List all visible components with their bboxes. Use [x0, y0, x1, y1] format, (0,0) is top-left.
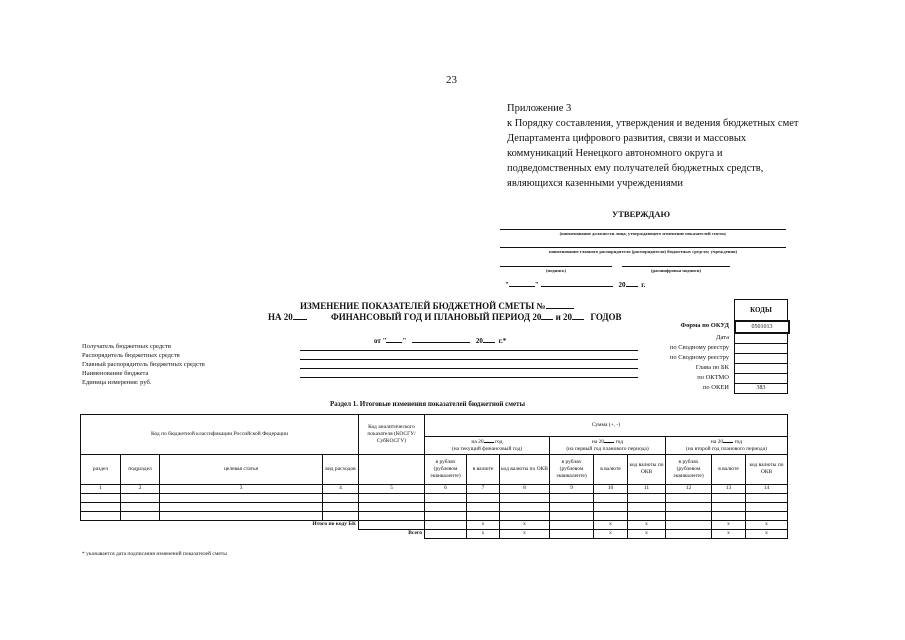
column-number: 10 [594, 484, 628, 493]
column-number: 7 [467, 484, 500, 493]
column-number: 3 [160, 484, 323, 493]
total-bk-row [81, 520, 788, 529]
label-recipient: Получатель бюджетных средств [82, 343, 171, 350]
label-date: Дата [716, 334, 729, 341]
section-title: Раздел 1. Итоговые изменения показателей бюджетной сметы [330, 400, 526, 408]
col-vid: вид расходов [323, 454, 359, 484]
document-subtitle: НА 20 ФИНАНСОВЫЙ ГОД И ПЛАНОВЫЙ ПЕРИОД 20 и 20 ГОДОВ [268, 312, 622, 322]
label-svod-1: по Сводному реестру [669, 344, 729, 351]
distributor-field[interactable] [300, 359, 638, 360]
label-svod-2: по Сводному реестру [669, 354, 729, 361]
document-title: ИЗМЕНЕНИЕ ПОКАЗАТЕЛЕЙ БЮДЖЕТНОЙ СМЕТЫ № [300, 300, 574, 311]
label-budget-name: Наименование бюджета [82, 370, 149, 377]
from-date: от " " 20 г.* [374, 334, 506, 345]
period-1-year: на 20 год [425, 437, 550, 447]
col-okv-3: код валюты по ОКВ [746, 454, 788, 484]
table-row[interactable] [81, 493, 788, 502]
label-okei: по ОКЕИ [702, 384, 729, 391]
column-number: 2 [121, 484, 160, 493]
appendix-title: Приложение 3 [507, 103, 572, 114]
column-number: 5 [359, 484, 425, 493]
period-3-year: на 20 год [666, 437, 788, 447]
recipient-field[interactable] [300, 350, 638, 351]
signature-caption: (подпись) [546, 268, 566, 273]
label-okud: Форма по ОКУД [680, 322, 729, 329]
approver-org-line[interactable] [500, 247, 786, 248]
signature-decode-caption: (расшифровка подписи) [650, 268, 701, 273]
period-2-year: на 20 год [550, 437, 666, 447]
col-rub-1: в рублях (рублевом эквиваленте) [425, 454, 467, 484]
col-rub-2: в рублях (рублевом эквиваленте) [550, 454, 594, 484]
period-2-note: (на первый год планового периода) [550, 446, 666, 454]
approver-position-caption: (наименование должности лица, утверждающего изменение показателей сметы; [559, 231, 727, 236]
period-1-note: (на текущий финансовый год) [425, 446, 550, 454]
appendix-text: к Порядку составления, утверждения и ведения бюджетных смет Департамента цифрового развития, связи и массовых коммуникаций Ненецкого автономного округа и подведомственных ему получателей бюджетных средств, являющихся казенными учреждениями [507, 118, 799, 189]
x-mark: x [594, 520, 628, 529]
col-okv-1: код валюты по ОКВ [500, 454, 550, 484]
x-mark: x [467, 520, 500, 529]
header-bk: Код по бюджетной классификации Российской Федерации [81, 415, 359, 455]
approver-org-caption: наименование главного распорядителя (распорядителя) бюджетных средств; учреждения) [548, 249, 738, 254]
column-number: 8 [500, 484, 550, 493]
column-number: 9 [550, 484, 594, 493]
signature-line[interactable] [500, 266, 612, 267]
signature-decode-line[interactable] [622, 266, 730, 267]
table-row[interactable] [81, 502, 788, 511]
x-mark: x [628, 529, 666, 538]
total-bk-label: Итого по коду БК [312, 521, 356, 528]
total-label: Всего [408, 530, 422, 537]
column-number: 11 [628, 484, 666, 493]
table-row[interactable] [81, 511, 788, 520]
label-distributor: Распорядитель бюджетных средств [82, 352, 180, 359]
total-row [81, 529, 788, 538]
page-number: 23 [446, 74, 457, 86]
code-okei[interactable]: 383 [734, 383, 788, 394]
x-mark: x [746, 520, 788, 529]
col-podrazdel: подраздел [121, 454, 160, 484]
appendix-block [507, 101, 807, 191]
x-mark: x [712, 520, 746, 529]
header-sum: Сумма (+, -) [425, 415, 788, 437]
code-okud[interactable]: 0501013 [734, 320, 790, 334]
col-rub-3: в рублях (рублевом эквиваленте) [666, 454, 712, 484]
col-val-2: в валюте [594, 454, 628, 484]
col-kosgu-cont [359, 454, 425, 484]
label-unit: Единица измерения: руб. [82, 379, 152, 386]
col-okv-2: код валюты по ОКВ [628, 454, 666, 484]
col-cel: целевая статья [160, 454, 323, 484]
period-3-note: (на второй год планового периода) [666, 446, 788, 454]
x-mark: x [467, 529, 500, 538]
column-number: 14 [746, 484, 788, 493]
x-mark: x [500, 520, 550, 529]
x-mark: x [712, 529, 746, 538]
label-oktmo: по ОКТМО [697, 374, 729, 381]
column-number: 4 [323, 484, 359, 493]
header-kosgu: Код аналитического показателя (КОСГУ/ СубКОСГУ) [359, 415, 425, 455]
x-mark: x [594, 529, 628, 538]
col-val-1: в валюте [467, 454, 500, 484]
x-mark: x [628, 520, 666, 529]
column-numbers-row [81, 484, 788, 493]
label-glava: Глава по БК [695, 364, 729, 371]
footnote: * указывается дата подписания изменений показателей сметы [82, 551, 227, 557]
changes-table [80, 414, 788, 539]
column-number: 13 [712, 484, 746, 493]
approve-date: " " 20 г. [505, 278, 645, 289]
x-mark: x [500, 529, 550, 538]
budget-name-field[interactable] [300, 377, 638, 378]
column-number: 12 [666, 484, 712, 493]
main-distributor-field[interactable] [300, 368, 638, 369]
col-razdel: раздел [81, 454, 121, 484]
x-mark: x [746, 529, 788, 538]
column-number: 1 [81, 484, 121, 493]
col-val-3: в валюте [712, 454, 746, 484]
approver-position-line[interactable] [500, 229, 786, 230]
codes-header: КОДЫ [734, 299, 788, 320]
approve-heading: УТВЕРЖДАЮ [612, 209, 671, 219]
column-number: 6 [425, 484, 467, 493]
label-main-distributor: Главный распорядитель бюджетных средств [82, 361, 205, 368]
